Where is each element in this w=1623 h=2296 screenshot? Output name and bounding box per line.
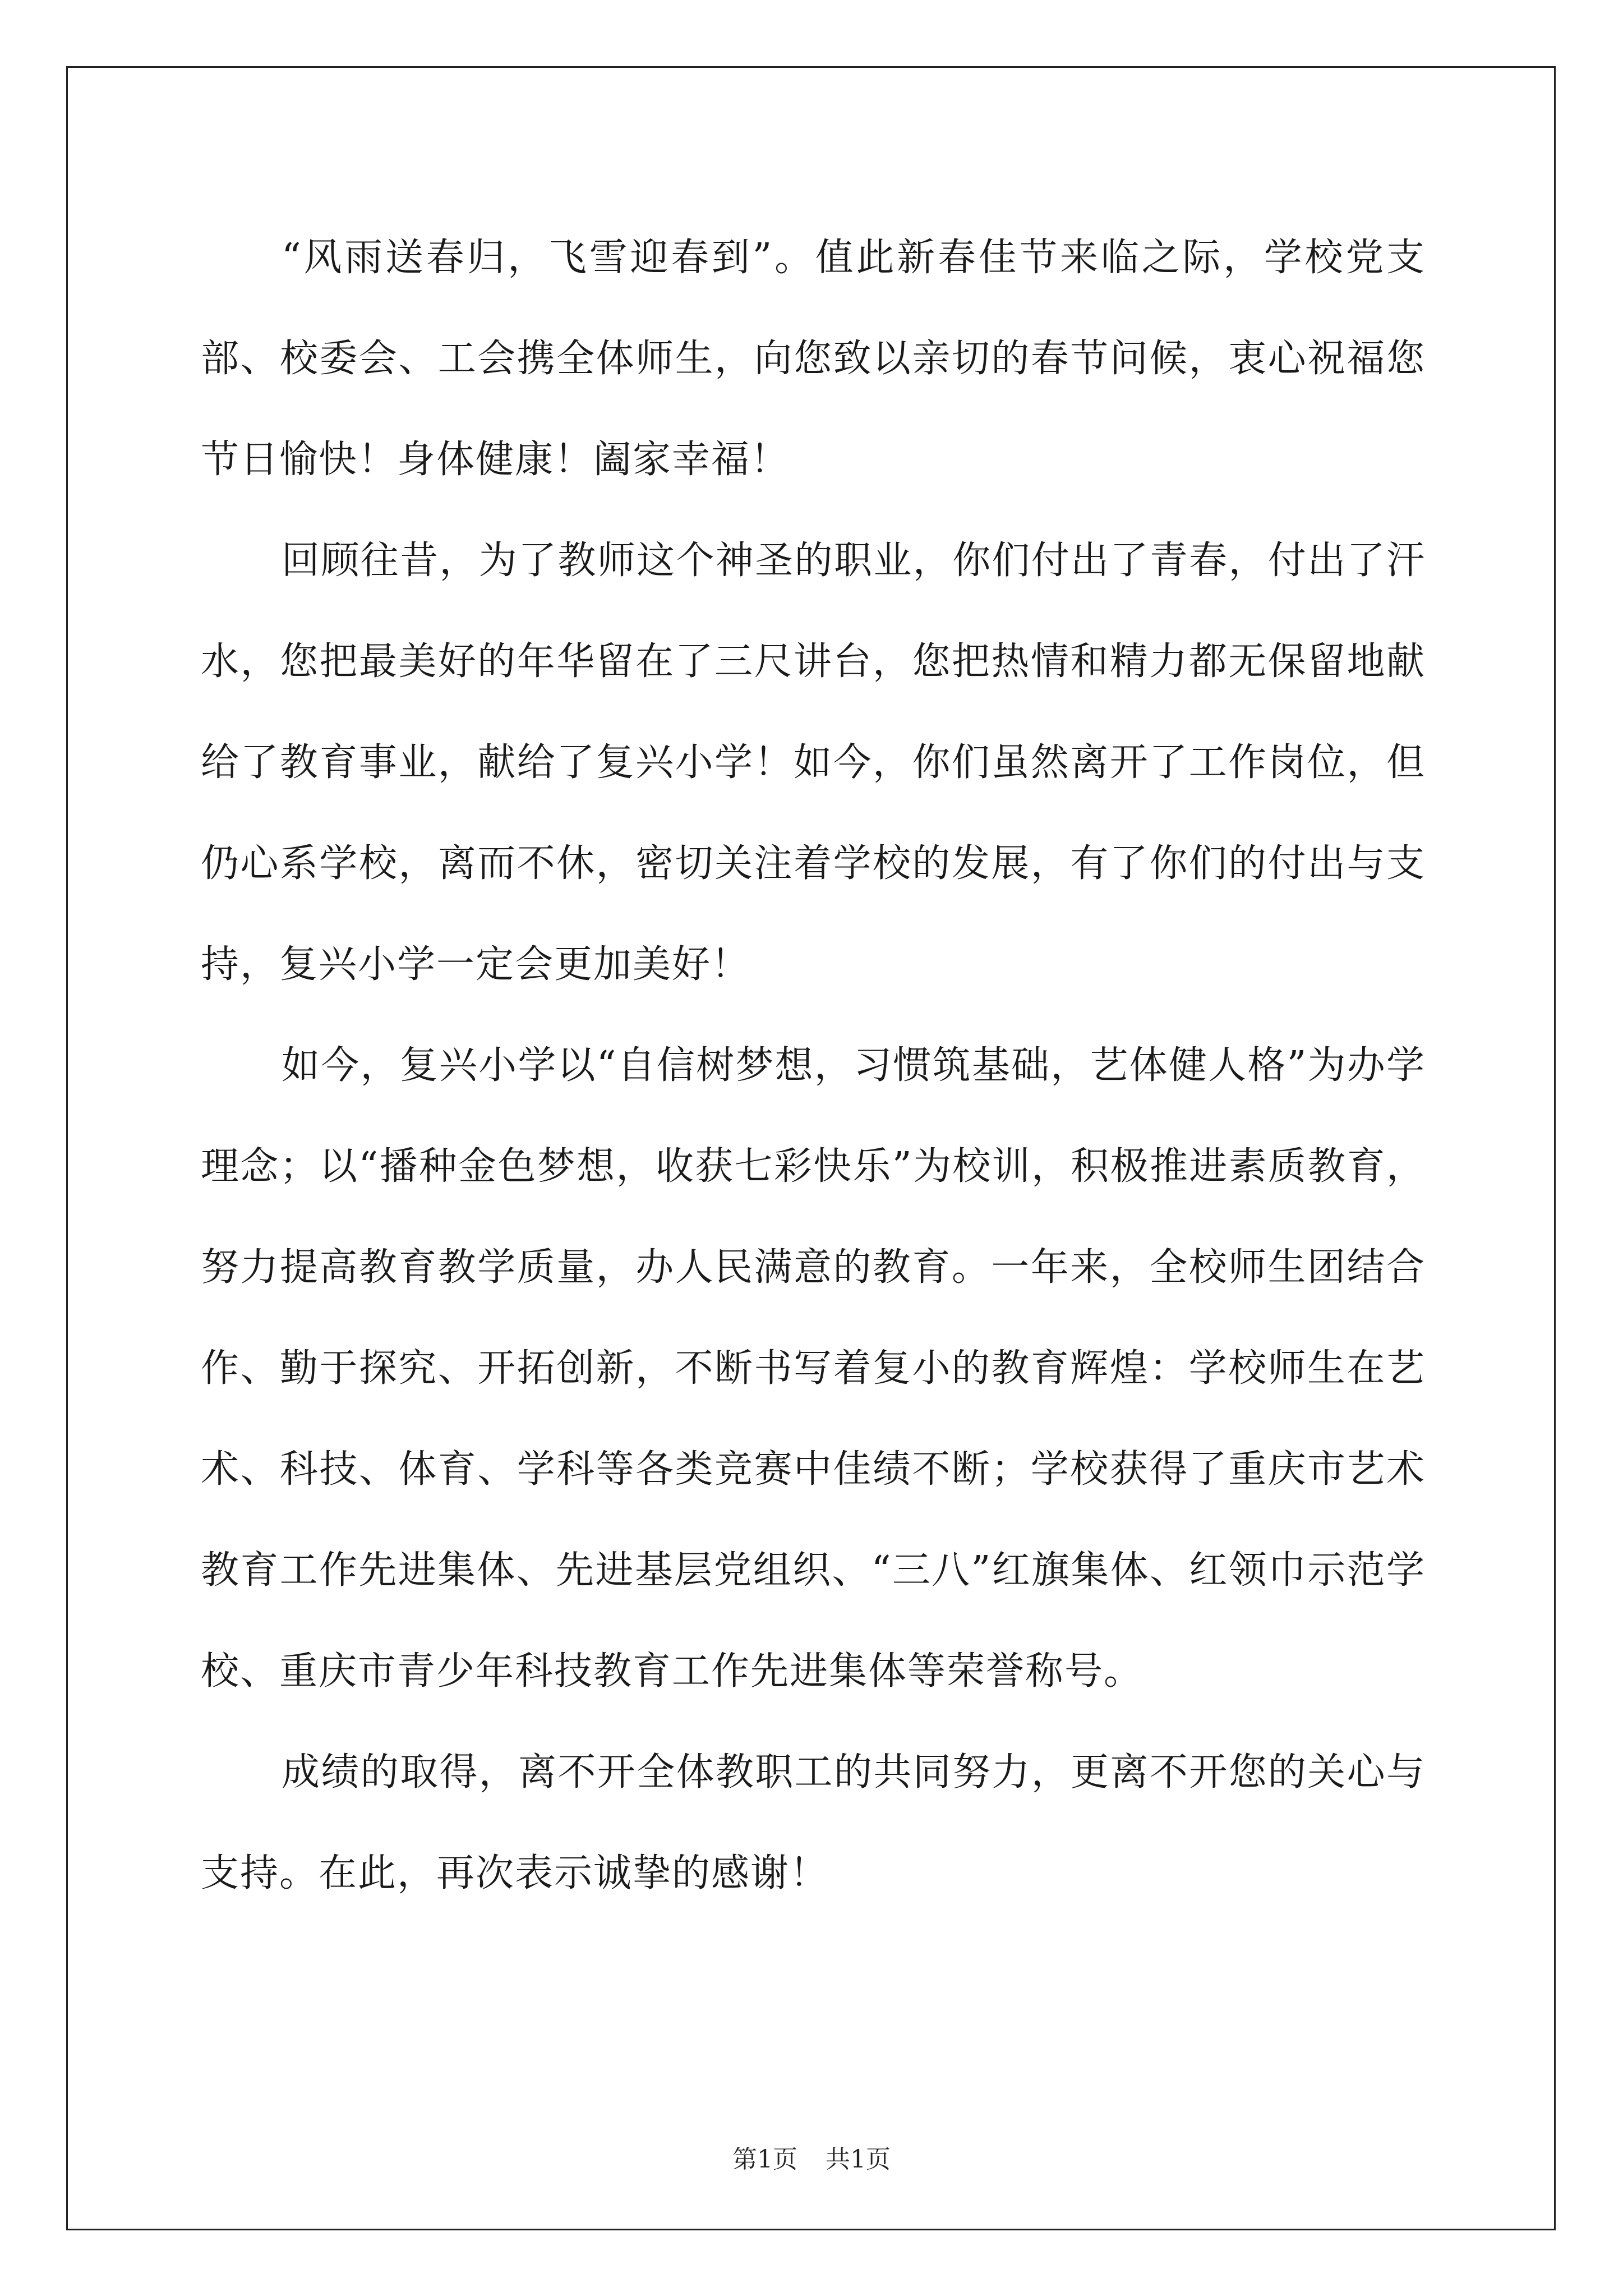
paragraph-retrospect: 回顾往昔，为了教师这个神圣的职业，你们付出了青春，付出了汗水，您把最美好的年华留在了三尺讲台，您把热情和精力都无保留地献给了教育事业，献给了复兴小学！如今，你们虽然离开了工作岗位，但仍心系学校，离而不休，密切关注着学校的发展，有了你们的付出与支持，复兴小学一定会更加美好！ <box>201 539 1426 987</box>
paragraph-thanks: 成绩的取得，离不开全体教职工的共同努力，更离不开您的关心与支持。在此，再次表示诚挚的感谢！ <box>201 1750 1426 1895</box>
paragraph-achievements: 如今，复兴小学以“自信树梦想，习惯筑基础，艺体健人格”为办学理念；以“播种金色梦想，收获七彩快乐”为校训，积极推进素质教育，努力提高教育教学质量，办人民满意的教育。一年来，全校师生团结合作、勤于探究、开拓创新，不断书写着复小的教育辉煌：学校师生在艺术、科技、体育、学科等各类竞赛中佳绩不断；学校获得了重庆市艺术教育工作先进集体、先进基层党组织、“三八”红旗集体、红领巾示范学校、重庆市青少年科技教育工作先进集体等荣誉称号。 <box>201 1043 1426 1694</box>
page-number-current: 第1页 <box>732 2145 797 2174</box>
page-footer <box>0 2143 1623 2177</box>
document-body <box>201 208 1426 1924</box>
page-number-total: 共1页 <box>826 2145 891 2174</box>
paragraph-greeting: “风雨送春归，飞雪迎春到”。值此新春佳节来临之际，学校党支部、校委会、工会携全体师生，向您致以亲切的春节问候，衷心祝福您节日愉快！身体健康！阖家幸福！ <box>201 236 1426 482</box>
